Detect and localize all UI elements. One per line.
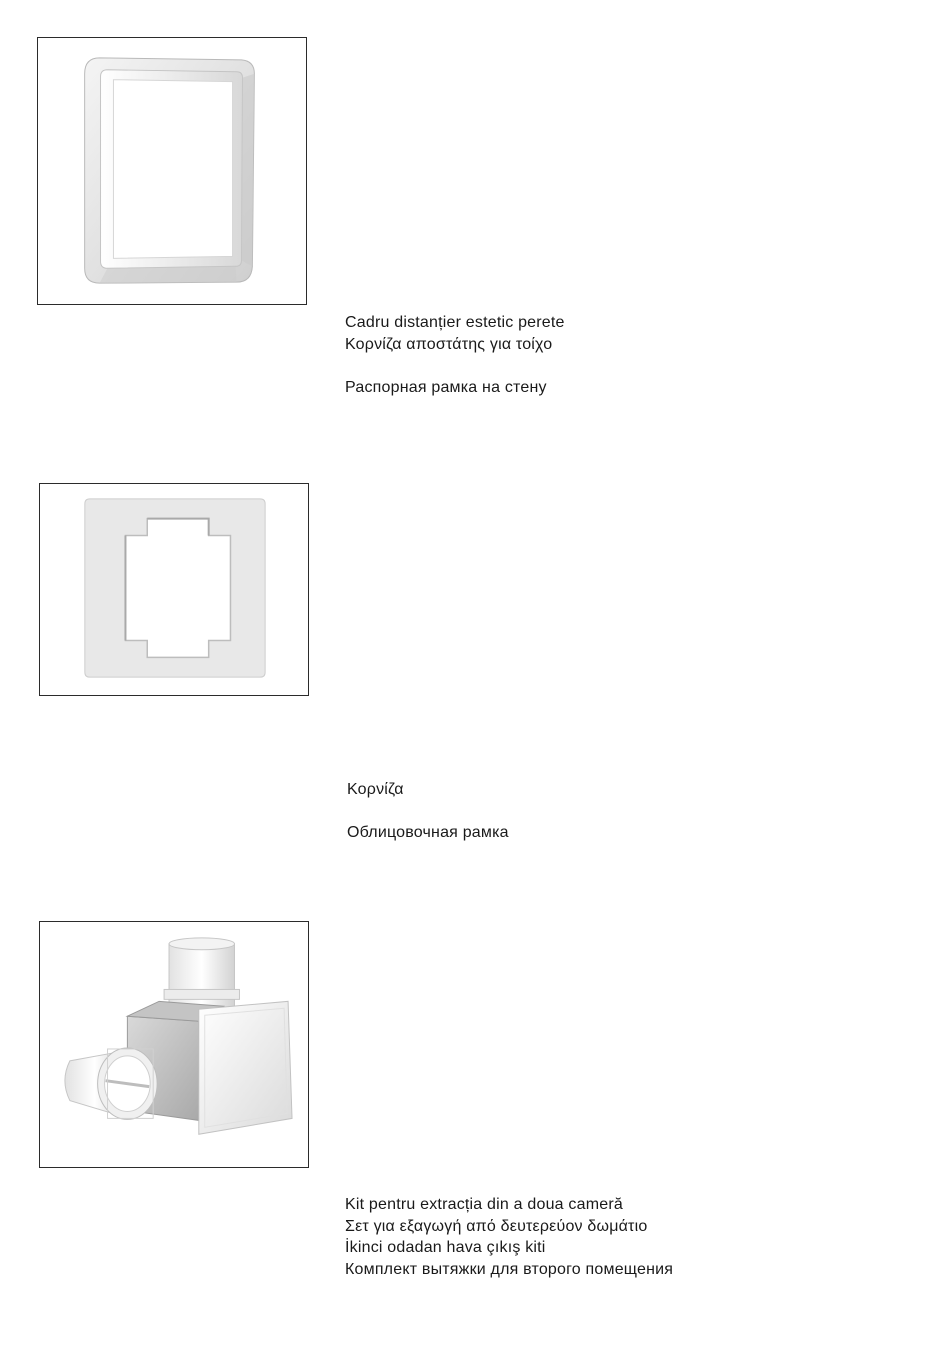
spacer-frame-illustration [38, 38, 306, 304]
product-caption-spacer-frame [345, 312, 565, 398]
caption-line-el: Σετ για εξαγωγή από δευτερεύον δωμάτιο [345, 1217, 648, 1235]
caption-line-el: Κορνίζα αποστάτης για τοίχο [345, 335, 553, 353]
caption-line-tr: İkinci odadan hava çıkış kiti [345, 1239, 546, 1256]
caption-line-el: Κορνίζα [347, 781, 404, 798]
extraction-kit-illustration [40, 922, 308, 1167]
caption-line-ro: Cadru distanțier estetic perete [345, 314, 565, 331]
product-caption-facing-frame [347, 779, 509, 844]
product-image-spacer-frame [37, 37, 307, 305]
product-image-facing-frame [39, 483, 309, 696]
facing-frame-illustration [40, 484, 308, 695]
caption-line-ru: Комплект вытяжки для второго помещения [345, 1260, 674, 1278]
caption-line-ru: Облицовочная рамка [347, 824, 509, 841]
caption-line-ru: Распорная рамка на стену [345, 378, 547, 396]
product-caption-extraction-kit [345, 1194, 673, 1280]
caption-line-ro: Kit pentru extracția din a doua cameră [345, 1196, 623, 1213]
caption-spacer [347, 801, 509, 823]
caption-spacer [345, 355, 565, 377]
product-image-extraction-kit [39, 921, 309, 1168]
